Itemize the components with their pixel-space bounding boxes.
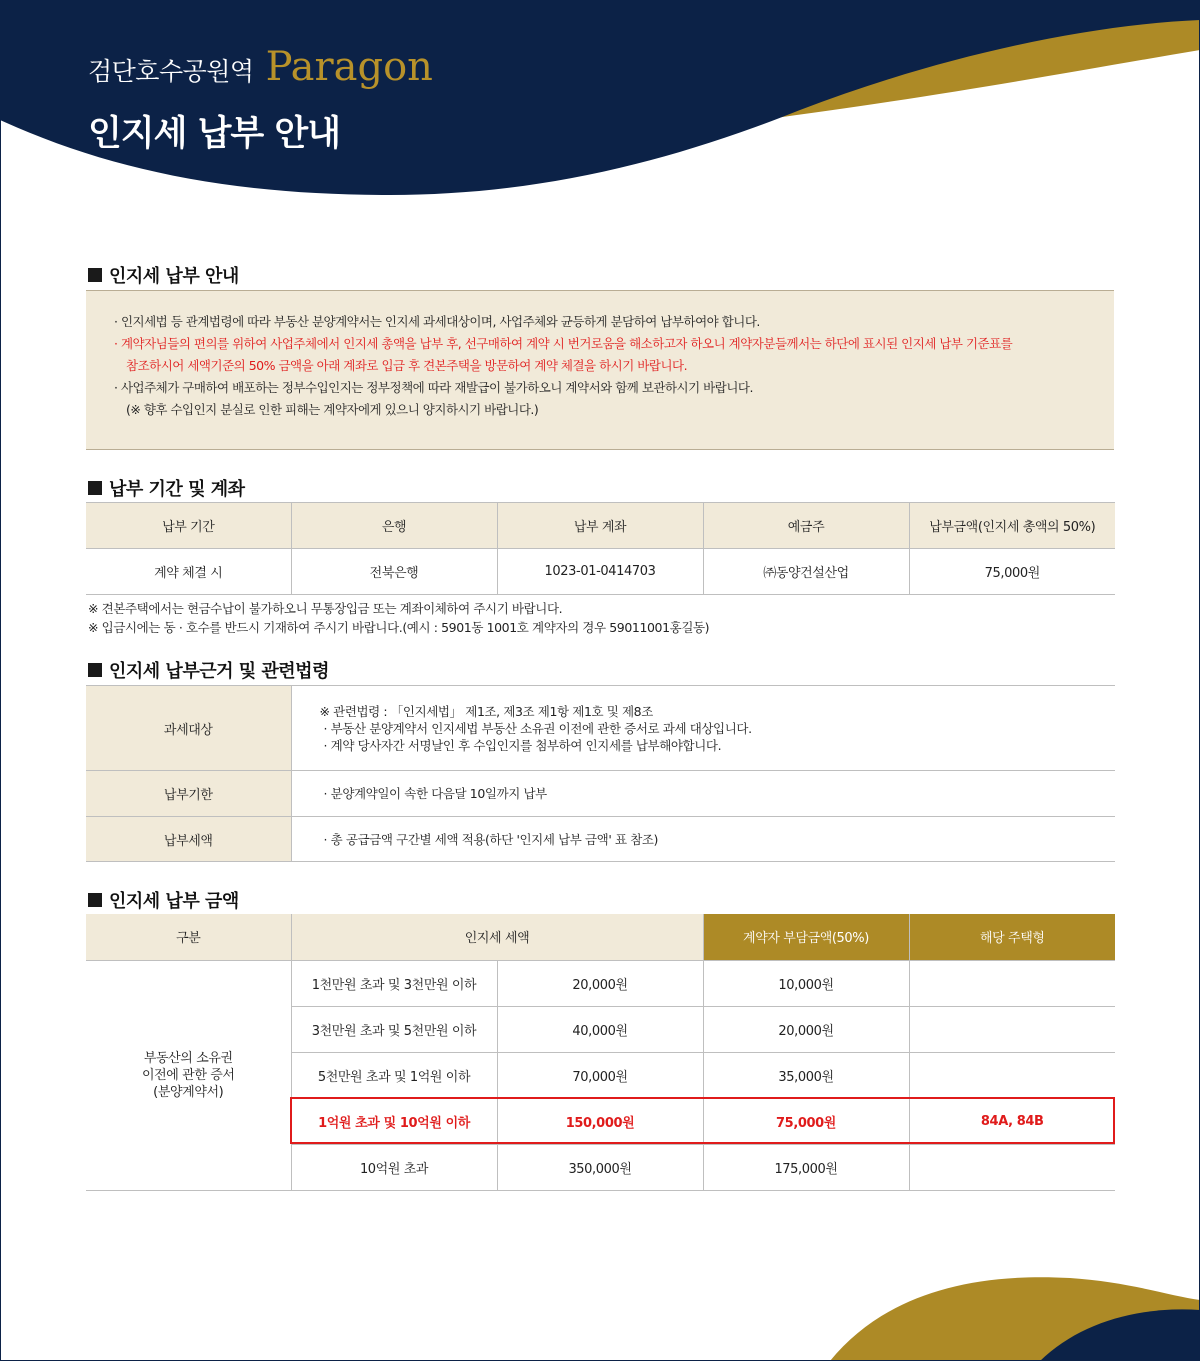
account-note: ※ 입금시에는 동 · 호수를 반드시 기재하여 주시기 바랍니다.(예시 : 5901동 1001호 계약자의 경우 59011001홍길동)	[88, 620, 710, 635]
account-note: ※ 견본주택에서는 현금수납이 불가하오니 무통장입금 또는 계좌이체하여 주시기 바랍니다.	[88, 601, 563, 616]
square-bullet-icon	[88, 268, 102, 282]
range-cell: 5천만원 초과 및 1억원 이하	[291, 1052, 497, 1098]
square-bullet-icon	[88, 893, 102, 907]
row-label: 납부기한	[86, 771, 291, 817]
table-header-row	[86, 503, 1115, 549]
row-label: 과세대상	[86, 686, 291, 771]
section-title-law	[88, 657, 329, 683]
notice-line-red: · 계약자님들의 편의를 위하여 사업주체에서 인지세 총액을 납부 후, 선구매하여 계약 시 번거로움을 해소하고자 하오니 계약자분들께서는 하단에 표시된 인지세 납부 기준표를	[114, 336, 1013, 351]
table-row	[86, 817, 1115, 862]
header-cell-gold: 계약자 부담금액(50%)	[703, 914, 909, 960]
row-content: · 총 공급금액 구간별 세액 적용(하단 '인지세 납부 금액' 표 참조)	[291, 817, 1115, 862]
share-cell: 10,000원	[703, 960, 909, 1006]
table-cell: 전북은행	[291, 549, 497, 595]
tax-cell: 20,000원	[497, 960, 703, 1006]
row-content	[291, 686, 1115, 771]
header-cell: 납부 계좌	[497, 503, 703, 549]
header-cell: 납부금액(인지세 총액의 50%)	[909, 503, 1115, 549]
category-cell	[86, 960, 291, 1190]
tax-cell: 70,000원	[497, 1052, 703, 1098]
row-content: · 분양계약일이 속한 다음달 10일까지 납부	[291, 771, 1115, 817]
header-cell: 인지세 세액	[291, 914, 703, 960]
category-line: (분양계약서)	[153, 1084, 224, 1100]
section-title-text: 납부 기간 및 계좌	[109, 479, 245, 500]
navy-header-shape	[0, 0, 1200, 195]
category-line: 부동산의 소유권	[143, 1050, 233, 1066]
type-cell	[909, 960, 1115, 1006]
brand-english-name: Paragon	[265, 44, 433, 90]
row-label: 납부세액	[86, 817, 291, 862]
notice-line: · 사업주체가 구매하여 배포하는 정부수입인지는 정부정책에 따라 재발급이 불가하오니 계약서와 함께 보관하시기 바랍니다.	[114, 380, 753, 395]
header-cell: 은행	[291, 503, 497, 549]
header-cell: 예금주	[703, 503, 909, 549]
table-cell: ㈜동양건설산업	[703, 549, 909, 595]
square-bullet-icon	[88, 663, 102, 677]
tax-cell: 40,000원	[497, 1006, 703, 1052]
table-row	[86, 960, 1115, 1006]
section-title-notice	[88, 262, 239, 288]
section-title-account	[88, 475, 245, 501]
range-cell: 1천만원 초과 및 3천만원 이하	[291, 960, 497, 1006]
table-header-row	[86, 914, 1115, 960]
table-row	[86, 686, 1115, 771]
tax-cell: 150,000원	[497, 1098, 703, 1144]
table-row	[86, 549, 1115, 595]
type-cell	[909, 1052, 1115, 1098]
law-line: · 부동산 분양계약서 인지세법 부동산 소유권 이전에 관한 증서로 과세 대상입니다.	[323, 720, 752, 736]
notice-line: · 인지세법 등 관계법령에 따라 부동산 분양계약서는 인지세 과세대상이며, 사업주체와 균등하게 분담하여 납부하여야 합니다.	[114, 314, 760, 329]
range-cell: 1억원 초과 및 10억원 이하	[291, 1098, 497, 1144]
category-line: 이전에 관한 증서	[141, 1067, 235, 1083]
type-cell	[909, 1006, 1115, 1052]
header-cell-gold: 해당 주택형	[909, 914, 1115, 960]
table-row	[86, 771, 1115, 817]
amount-table	[86, 914, 1115, 1191]
section-title-amount	[88, 887, 239, 913]
page-title: 인지세 납부 안내	[88, 114, 341, 154]
law-line: ※ 관련법령 : 「인지세법」 제1조, 제3조 제1항 제1호 및 제8조	[319, 703, 653, 719]
share-cell: 20,000원	[703, 1006, 909, 1052]
type-cell	[909, 1144, 1115, 1190]
brand-korean-name: 검단호수공원역	[88, 57, 254, 86]
range-cell: 3천만원 초과 및 5천만원 이하	[291, 1006, 497, 1052]
tax-cell: 350,000원	[497, 1144, 703, 1190]
law-table	[86, 685, 1115, 862]
section-title-text: 인지세 납부 금액	[109, 891, 239, 912]
share-cell: 35,000원	[703, 1052, 909, 1098]
table-cell: 75,000원	[909, 549, 1115, 595]
table-cell: 1023-01-0414703	[497, 549, 703, 595]
notice-box	[86, 290, 1114, 450]
table-cell: 계약 체결 시	[86, 549, 291, 595]
range-cell: 10억원 초과	[291, 1144, 497, 1190]
brand-logo	[88, 44, 433, 90]
section-title-text: 인지세 납부근거 및 관련법령	[109, 661, 329, 682]
section-title-text: 인지세 납부 안내	[109, 266, 239, 287]
notice-line: (※ 향후 수입인지 분실로 인한 피해는 계약자에게 있으니 양지하시기 바랍니다.)	[126, 402, 539, 417]
share-cell: 175,000원	[703, 1144, 909, 1190]
notice-line-red: 참조하시어 세액기준의 50% 금액을 아래 계좌로 입금 후 견본주택을 방문하여 계약 체결을 하시기 바랍니다.	[126, 358, 688, 373]
header-cell: 납부 기간	[86, 503, 291, 549]
account-table	[86, 502, 1115, 595]
square-bullet-icon	[88, 481, 102, 495]
header-cell: 구분	[86, 914, 291, 960]
type-cell: 84A, 84B	[909, 1098, 1115, 1144]
law-line: · 계약 당사자간 서명날인 후 수입인지를 첨부하여 인지세를 납부해야합니다.	[323, 737, 722, 753]
share-cell: 75,000원	[703, 1098, 909, 1144]
